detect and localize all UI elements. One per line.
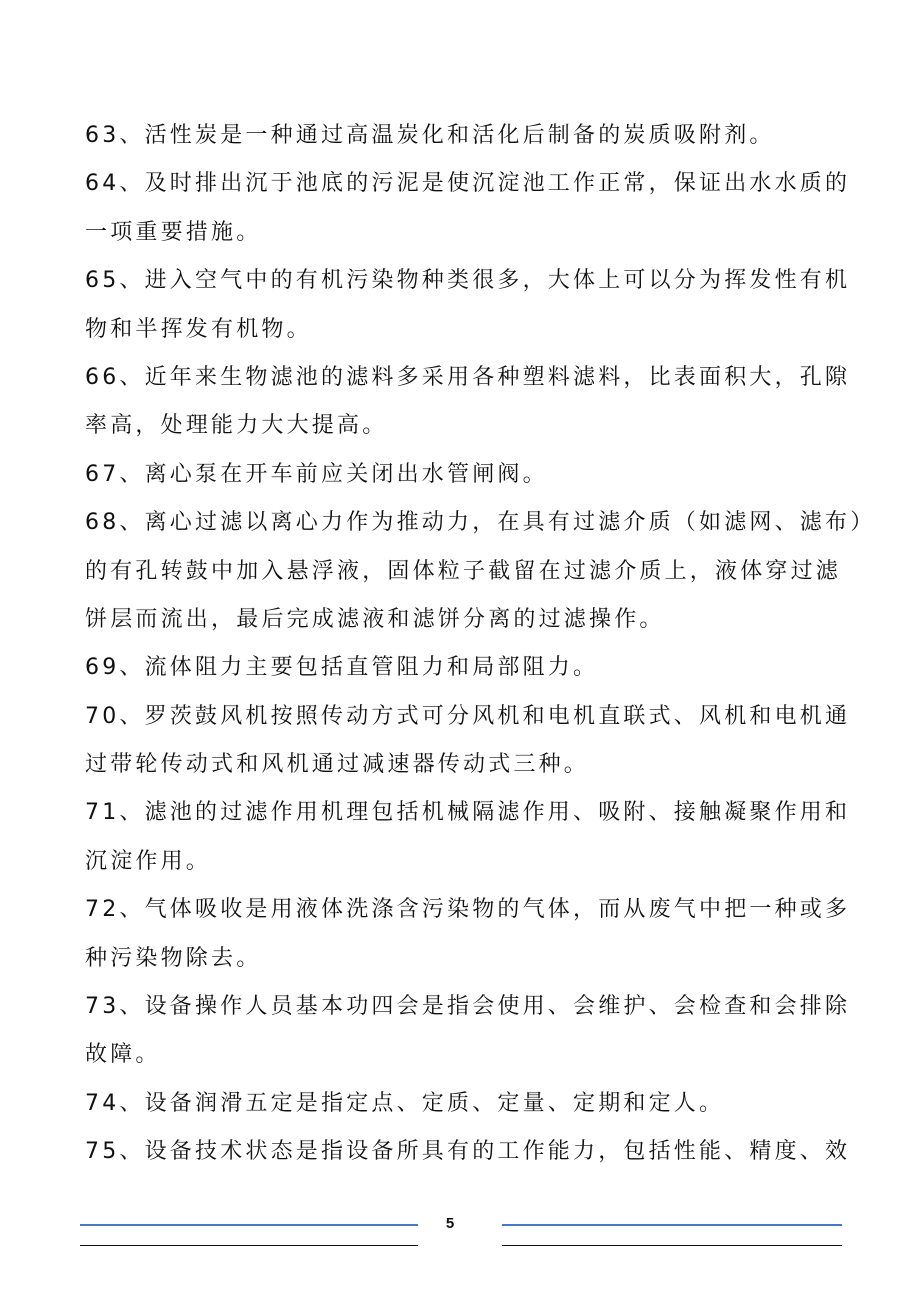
text-line: 67、离心泵在开车前应关闭出水管闸阀。 bbox=[85, 461, 548, 487]
text-line: 74、设备润滑五定是指定点、定质、定量、定期和定人。 bbox=[85, 1090, 725, 1116]
text-line: 种污染物除去。 bbox=[85, 945, 262, 971]
text-line: 饼层而流出，最后完成滤液和滤饼分离的过滤操作。 bbox=[85, 606, 665, 632]
text-line: 71、滤池的过滤作用机理包括机械隔滤作用、吸附、接触凝聚作用和 bbox=[85, 800, 851, 826]
page-footer bbox=[80, 1215, 842, 1250]
text-line: 73、设备操作人员基本功四会是指会使用、会维护、会检查和会排除 bbox=[85, 994, 851, 1020]
text-line: 64、及时排出沉于池底的污泥是使沉淀池工作正常，保证出水水质的 bbox=[85, 171, 851, 197]
text-line: 的有孔转鼓中加入悬浮液，固体粒子截留在过滤介质上，液体穿过滤 bbox=[85, 558, 842, 584]
footer-rule-right bbox=[502, 1245, 842, 1246]
text-line: 75、设备技术状态是指设备所具有的工作能力，包括性能、精度、效 bbox=[85, 1139, 851, 1165]
text-line: 故障。 bbox=[85, 1042, 161, 1068]
text-line: 68、离心过滤以离心力作为推动力，在具有过滤介质（如滤网、滤布） bbox=[85, 510, 876, 536]
text-line: 65、进入空气中的有机污染物种类很多，大体上可以分为挥发性有机 bbox=[85, 268, 851, 294]
text-line: 率高，处理能力大大提高。 bbox=[85, 413, 388, 439]
footer-rule-left-accent bbox=[80, 1224, 418, 1226]
text-line: 63、活性炭是一种通过高温炭化和活化后制备的炭质吸附剂。 bbox=[85, 123, 775, 148]
document-body bbox=[85, 112, 876, 1177]
text-line: 过带轮传动式和风机通过减速器传动式三种。 bbox=[85, 752, 590, 778]
text-line: 66、近年来生物滤池的滤料多采用各种塑料滤料，比表面积大，孔隙 bbox=[85, 364, 851, 390]
footer-rule-right-accent bbox=[502, 1224, 842, 1226]
footer-rule-left bbox=[80, 1245, 418, 1246]
text-line: 72、气体吸收是用液体洗涤含污染物的气体，而从废气中把一种或多 bbox=[85, 897, 851, 923]
text-line: 70、罗茨鼓风机按照传动方式可分风机和电机直联式、风机和电机通 bbox=[85, 703, 851, 729]
text-line: 69、流体阻力主要包括直管阻力和局部阻力。 bbox=[85, 655, 599, 681]
text-line: 物和半挥发有机物。 bbox=[85, 316, 312, 342]
text-line: 一项重要措施。 bbox=[85, 219, 262, 245]
text-line: 沉淀作用。 bbox=[85, 848, 212, 874]
page-number: 5 bbox=[445, 1215, 455, 1232]
